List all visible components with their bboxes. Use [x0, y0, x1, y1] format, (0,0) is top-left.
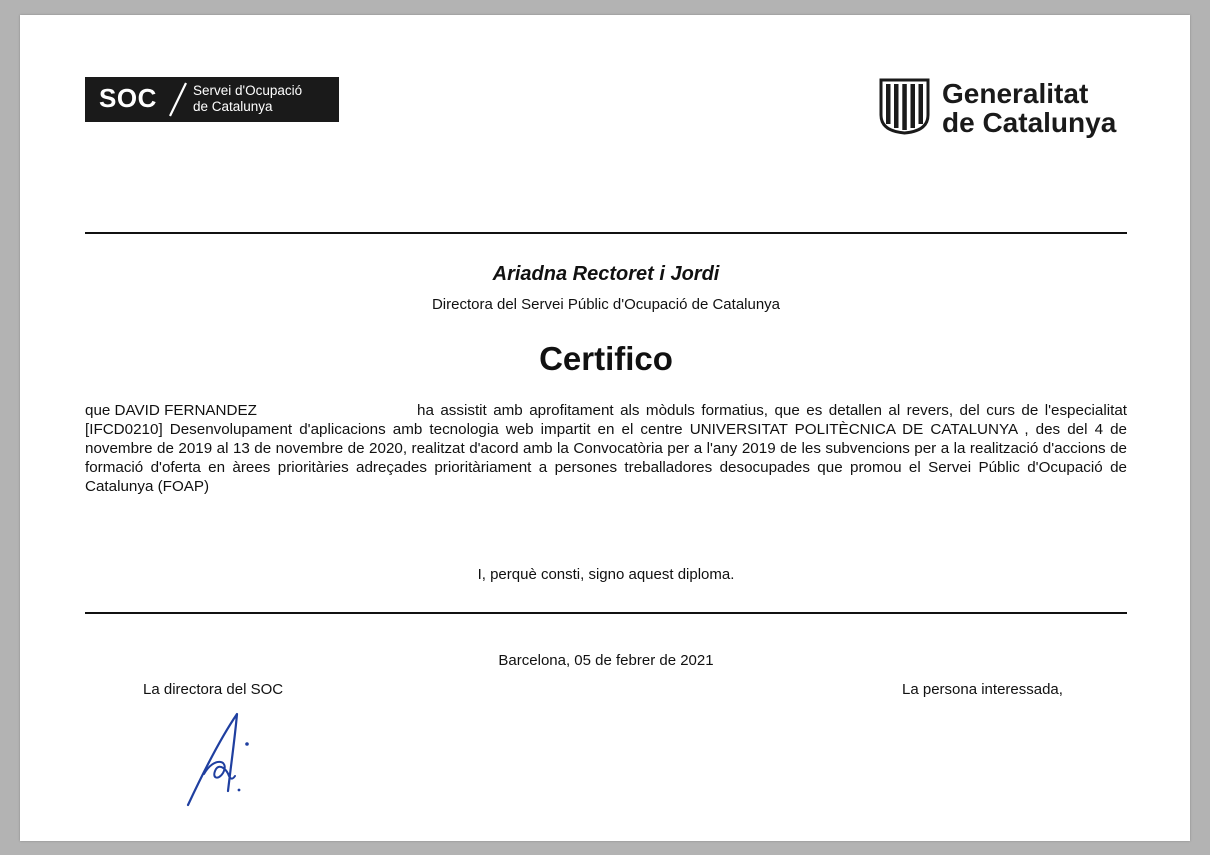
soc-logo-line1: Servei d'Ocupació [193, 83, 303, 98]
signature-dot [238, 789, 241, 792]
bottom-divider [85, 612, 1127, 614]
certificate-statement: ha assistit amb aprofitament als mòduls formatius, que es detallen al revers, del curs de l'especialitat [IFCD0210] Desenvolupament d'aplicacions amb tecnologia web impartit en el centre UNIVERSITAT POLITÈCNICA DE CATALUNYA , des del 4 de novembre de 2019 al 13 de novembre de 2020, realitzat d'acord amb la Convocatòria per a l'any 2019 de les subvencions per a la realització d'accions de formació d'oferta en àrees prioritàries adreçades prioritàriament a persones treballadores desocupades que promou el Servei Públic d'Ocupació de Catalunya (FOAP) [85, 402, 1127, 495]
soc-logo [85, 77, 339, 122]
generalitat-emblem-icon [878, 77, 931, 135]
director-signature [180, 707, 255, 811]
certificate-recipient: que DAVID FERNANDEZ [85, 402, 257, 419]
certificate-page [20, 15, 1190, 841]
certificate-body [85, 401, 1127, 496]
signer-name: Ariadna Rectoret i Jordi [492, 263, 720, 285]
signature-dot [245, 742, 249, 746]
closing-statement: I, perquè consti, signo aquest diploma. [477, 566, 735, 583]
soc-logo-mark: SOC [99, 83, 157, 113]
generalitat-logo-line2: de Catalunya [942, 107, 1117, 138]
soc-slash-icon [167, 81, 189, 118]
signature-stroke [188, 714, 237, 805]
place-and-date: Barcelona, 05 de febrer de 2021 [498, 652, 714, 669]
signer-role: Directora del Servei Públic d'Ocupació de Catalunya [431, 296, 781, 313]
director-signature-label: La directora del SOC [143, 681, 284, 698]
soc-logo-line2: de Catalunya [193, 99, 273, 114]
generalitat-logo-line1: Generalitat [942, 78, 1089, 109]
soc-logo-text [193, 83, 302, 115]
certificate-title: Certifico [539, 340, 673, 377]
top-divider [85, 232, 1127, 234]
generalitat-logo-text [942, 79, 1116, 137]
recipient-signature-label: La persona interessada, [902, 681, 1063, 698]
generalitat-logo [878, 75, 1128, 139]
